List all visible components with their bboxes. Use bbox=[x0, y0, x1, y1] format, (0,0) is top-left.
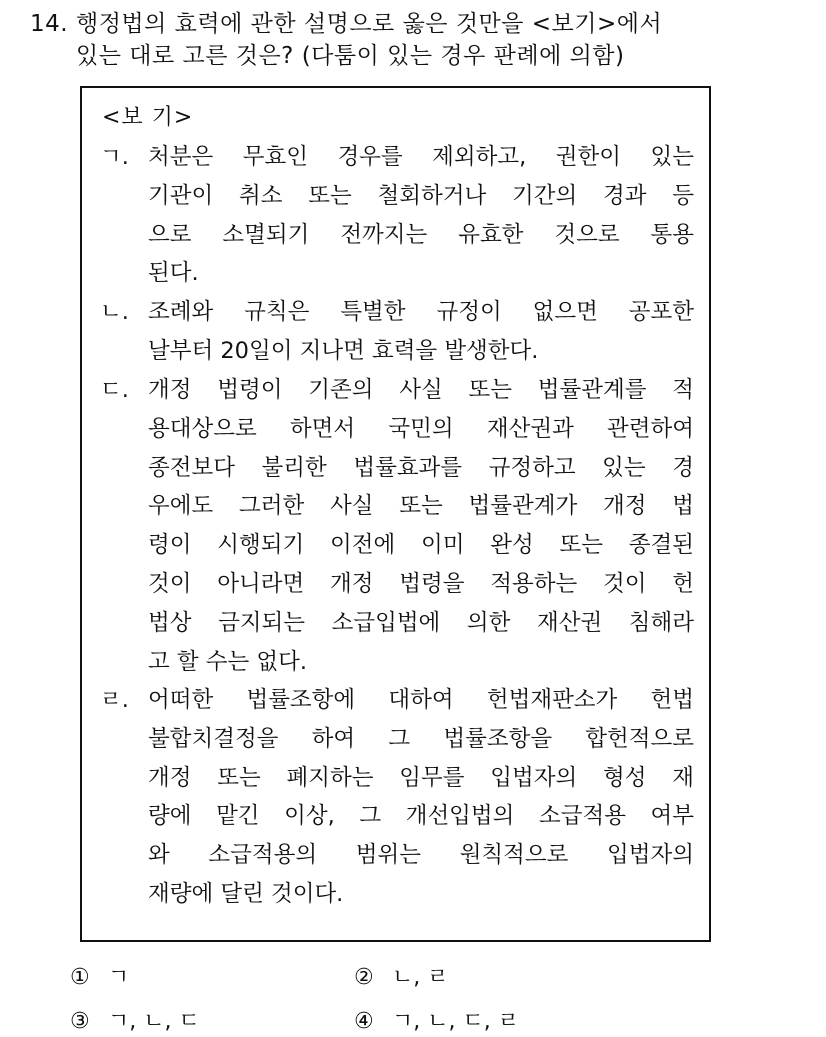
choice-text: ㄱ, ㄴ, ㄷ bbox=[108, 1009, 200, 1034]
item-label: ㄹ. bbox=[100, 687, 129, 713]
question-stem-line: 있는 대로 고른 것은? (다툼이 있는 경우 판례에 의함) bbox=[76, 43, 625, 69]
choice-text: ㄱ bbox=[108, 965, 130, 990]
item-line: 용대상으로 하면서 국민의 재산권과 관련하여 bbox=[148, 415, 694, 442]
choice-text: ㄴ, ㄹ bbox=[392, 965, 449, 990]
choice-number: ① bbox=[70, 965, 90, 990]
item-line: 어떠한 법률조항에 대하여 헌법재판소가 헌법 bbox=[148, 687, 694, 713]
item-line: 량에 맡긴 이상, 그 개선입법의 소급적용 여부 bbox=[148, 803, 694, 830]
choice-number: ④ bbox=[354, 1009, 374, 1034]
item-label: ㄱ. bbox=[100, 144, 129, 170]
bogi-title: <보 기> bbox=[102, 105, 194, 130]
item-line: 된다. bbox=[148, 260, 199, 287]
item-line: 개정 법령이 기존의 사실 또는 법률관계를 적 bbox=[148, 377, 694, 403]
bogi-box bbox=[80, 86, 711, 942]
item-label: ㄷ. bbox=[100, 377, 129, 403]
item-text bbox=[148, 138, 694, 293]
item-line: 와 소급적용의 범위는 원칙적으로 입법자의 bbox=[148, 842, 694, 869]
item-text bbox=[148, 293, 694, 371]
choice-2[interactable] bbox=[354, 960, 449, 991]
question-stem bbox=[76, 8, 806, 72]
choice-text: ㄱ, ㄴ, ㄷ, ㄹ bbox=[392, 1009, 519, 1034]
item-line: 조례와 규칙은 특별한 규정이 없으면 공포한 bbox=[148, 299, 694, 325]
item-text bbox=[148, 371, 694, 681]
choice-number: ② bbox=[354, 965, 374, 990]
item-line: 처분은 무효인 경우를 제외하고, 권한이 있는 bbox=[148, 144, 694, 170]
item-line: 령이 시행되기 이전에 이미 완성 또는 종결된 bbox=[148, 532, 694, 559]
item-line: 기관이 취소 또는 철회하거나 기간의 경과 등 bbox=[148, 182, 694, 209]
item-line: 종전보다 불리한 법률효과를 규정하고 있는 경 bbox=[148, 454, 694, 481]
item-text bbox=[148, 681, 694, 914]
question-stem-line: 행정법의 효력에 관한 설명으로 옳은 것만을 <보기>에서 bbox=[76, 11, 663, 37]
item-line: 법상 금지되는 소급입법에 의한 재산권 침해라 bbox=[148, 609, 694, 636]
item-line: 우에도 그러한 사실 또는 법률관계가 개정 법 bbox=[148, 493, 694, 520]
choice-number: ③ bbox=[70, 1009, 90, 1034]
choice-3[interactable] bbox=[70, 1004, 200, 1035]
item-line: 고 할 수는 없다. bbox=[148, 648, 308, 675]
item-line: 재량에 달린 것이다. bbox=[148, 880, 344, 907]
choice-4[interactable] bbox=[354, 1004, 519, 1035]
item-line: 불합치결정을 하여 그 법률조항을 합헌적으로 bbox=[148, 725, 694, 752]
item-line: 개정 또는 폐지하는 임무를 입법자의 형성 재 bbox=[148, 764, 694, 791]
question-number: 14. bbox=[30, 11, 69, 37]
item-line: 것이 아니라면 개정 법령을 적용하는 것이 헌 bbox=[148, 570, 694, 597]
item-label: ㄴ. bbox=[100, 299, 129, 325]
item-line: 날부터 20일이 지나면 효력을 발생한다. bbox=[148, 337, 539, 364]
item-line: 으로 소멸되기 전까지는 유효한 것으로 통용 bbox=[148, 221, 694, 248]
choice-1[interactable] bbox=[70, 960, 129, 991]
